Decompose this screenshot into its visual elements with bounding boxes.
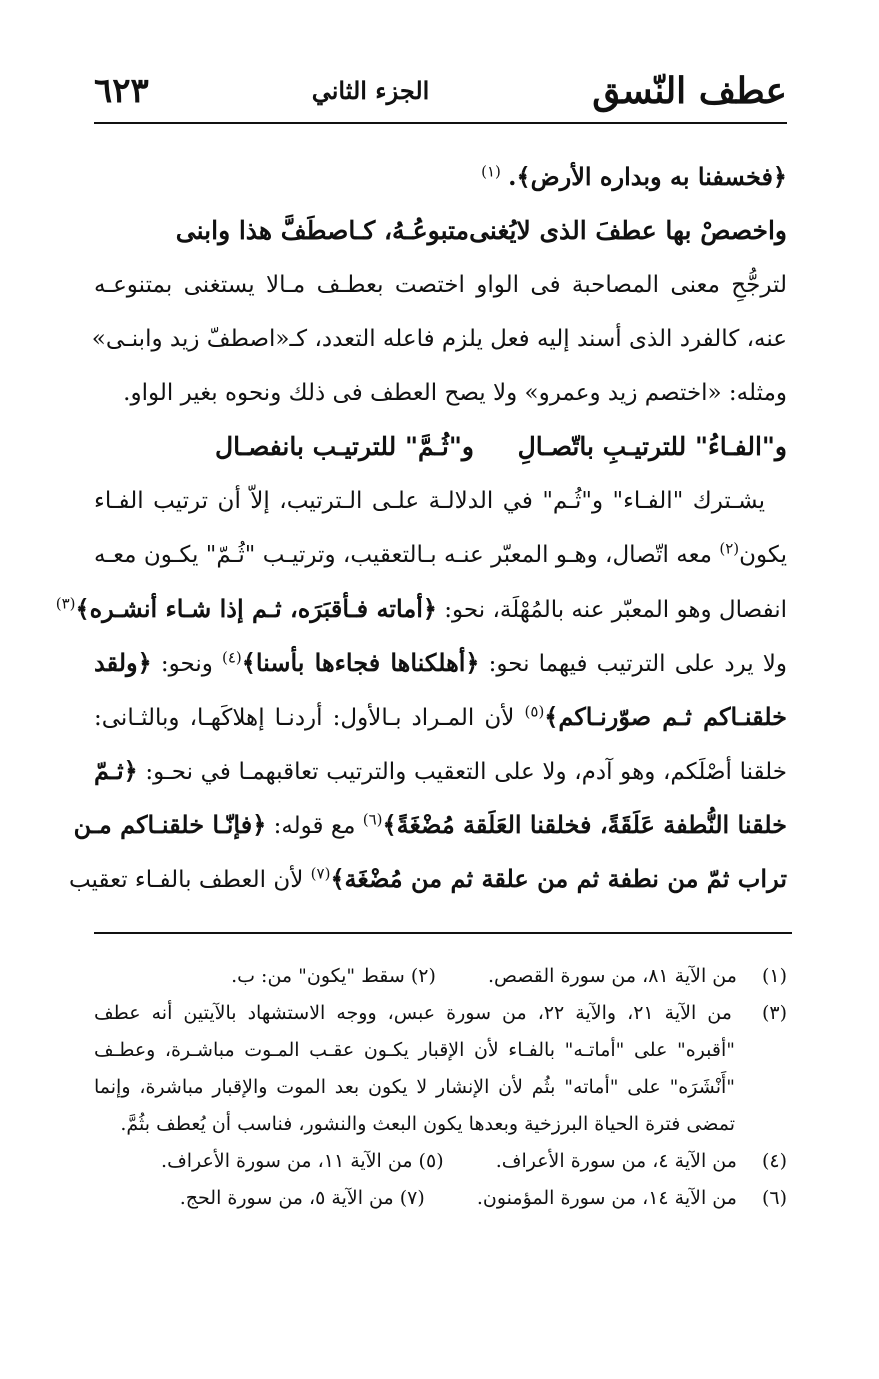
footnote-number: (٦)	[761, 1187, 787, 1209]
footnote-line	[94, 1180, 787, 1217]
footnote-text: من الآية ٢١، والآية ٢٢، من سورة عبس، ووجه الاستشهاد بالآيتين أنه عطف	[94, 1002, 732, 1024]
text-fragment: يكون	[739, 542, 788, 568]
text-fragment: خلقنا أصْلَكم، وهو آدم، ولا على التعقيب والترتيب تعاقبهمـا في نحـو:	[145, 759, 787, 785]
page-number: ٦٢٣	[94, 71, 149, 111]
footnote-text: من الآية ١١، من سورة الأعراف.	[161, 1150, 413, 1172]
footnote-line: تمضى فترة الحياة البرزخية وبعدها يكون البعث والنشور، فناسب أن يُعطف بثُمَّ.	[120, 1113, 735, 1135]
verse-hemistich-1: واخصصْ بها عطفَ الذى لايُغنى	[469, 216, 787, 245]
quran-quote: ﴿ولقد	[94, 648, 152, 677]
quran-quote: خلقنا النُّطفة عَلَقَةً، فخلقنا العَلَقة مُضْغَةً﴾	[382, 810, 787, 839]
footnote-ref: (٧)	[310, 864, 331, 883]
footnote-line	[94, 958, 787, 995]
quran-quote: ﴿فإنّـا خلقنـاكم مـن	[73, 810, 267, 839]
header-rule	[94, 122, 787, 124]
text-line-12	[94, 744, 787, 798]
footnote-text: من الآية ٨١، من سورة القصص.	[487, 965, 737, 987]
footnote-text: من الآية ١٤، من سورة المؤمنون.	[476, 1187, 737, 1209]
footnote-line: "أَنْشَرَه" على "أماته" بثُم لأن الإنشار لا يكون بعد الموت والإقبار مباشرة، وإنما	[94, 1076, 735, 1098]
footnote-separator	[94, 932, 792, 934]
verse-hemistich-1: و"الفـاءُ" للترتيـبِ باتّصـالِ	[517, 432, 787, 461]
verse-line-2	[94, 420, 787, 474]
text-fragment: لأن المـراد بـالأول: أردنـا إهلاكَهـا، وبالثـانى:	[94, 705, 515, 731]
footnote-number: (٣)	[761, 1002, 787, 1024]
text-line-8	[94, 528, 787, 582]
footnote-text: من الآية ٥، من سورة الحج.	[179, 1187, 394, 1209]
footnote-line	[94, 1143, 787, 1180]
footnote-number: (٢)	[410, 965, 436, 987]
footnote-text: من الآية ٤، من سورة الأعراف.	[495, 1150, 737, 1172]
text-line-3: لترجُّحِ معنى المصاحبة فى الواو اختصت بعطـف مـالا يستغنى بمتنوعـه	[94, 272, 787, 298]
chapter-title: عطف النّسق	[592, 70, 787, 112]
footnote-number: (٥)	[418, 1150, 444, 1172]
quran-quote: ﴿أهلكناها فجاءها بأسنا﴾	[241, 648, 480, 677]
quran-quote: ﴿ثـمّ	[94, 756, 138, 785]
footnote-ref: (٣)	[55, 594, 76, 613]
quran-quote: ﴿فخسفنا به وبداره الأرض﴾.	[508, 162, 787, 191]
text-line-9	[55, 582, 787, 636]
footnote-number: (٤)	[761, 1150, 787, 1172]
footnote-ref: (٦)	[362, 810, 383, 829]
footnote-ref: (٥)	[524, 702, 545, 721]
text-fragment: مع قوله:	[273, 813, 356, 839]
text-fragment: ولا يرد على الترتيب فيهما نحو:	[488, 651, 788, 677]
quran-quote: خلقنـاكم ثـم صوّرنـاكم﴾	[544, 702, 787, 731]
footnote-line	[94, 995, 787, 1032]
verse-hemistich-2: متبوعُـهُ، كـاصطَفَّ هذا وابنى	[175, 216, 470, 245]
text-fragment: لأن العطف بالفـاء تعقيب	[68, 867, 304, 893]
footnote-number: (١)	[761, 965, 787, 987]
text-line-10	[94, 636, 787, 690]
text-line-5: ومثله: «اختصم زيد وعمرو» ولا يصح العطف فى ذلك ونحوه بغير الواو.	[123, 380, 787, 406]
part-label: الجزء الثاني	[311, 76, 430, 105]
text-line-11	[94, 690, 787, 744]
text-fragment: معه اتّصال، وهـو المعبّر عنـه بـالتعقيب، وترتيـب "ثُـمّ" يكـون معـه	[94, 542, 712, 568]
text-fragment: ونحو:	[160, 651, 213, 677]
quran-quote: ﴿أماته فـأقبَرَه، ثـم إذا شـاء أنشـره﴾	[75, 594, 437, 623]
verse-hemistich-2: و"ثُـمَّ" للترتيـب بانفصـال	[214, 432, 474, 461]
footnote-ref: (٢)	[719, 539, 740, 558]
footnote-number: (٧)	[399, 1187, 425, 1209]
footnote-ref: (١)	[481, 162, 501, 181]
text-line-4: عنه، كالفرد الذى أسند إليه فعل يلزم فاعله التعدد، كـ«اصطفّ زيد وابنـى»	[91, 326, 787, 352]
footnote-line: "أقبره" على "أماتـه" بالفـاء لأن الإقبار يكـون عقـب المـوت مباشـرة، وعطـف	[94, 1039, 735, 1061]
running-header	[94, 66, 787, 116]
verse-line-1	[94, 204, 787, 258]
text-line-13	[73, 798, 787, 852]
text-line-7: يشـترك "الفـاء" و"ثُـم" في الدلالـة علـى الـترتيب، إلاّ أن ترتيب الفـاء	[94, 488, 765, 514]
text-fragment: انفصال وهو المعبّر عنه بالمُهْلَة، نحو:	[444, 597, 787, 623]
main-text	[55, 150, 788, 906]
footnotes	[94, 958, 787, 1217]
footnote-ref: (٤)	[221, 648, 242, 667]
text-line-1	[94, 150, 787, 204]
text-line-14	[68, 852, 787, 906]
quran-quote: تراب ثمّ من نطفة ثم من علقة ثم من مُضْغَة﴾	[330, 864, 787, 893]
footnote-text: سقط "يكون" من: ب.	[231, 965, 405, 987]
